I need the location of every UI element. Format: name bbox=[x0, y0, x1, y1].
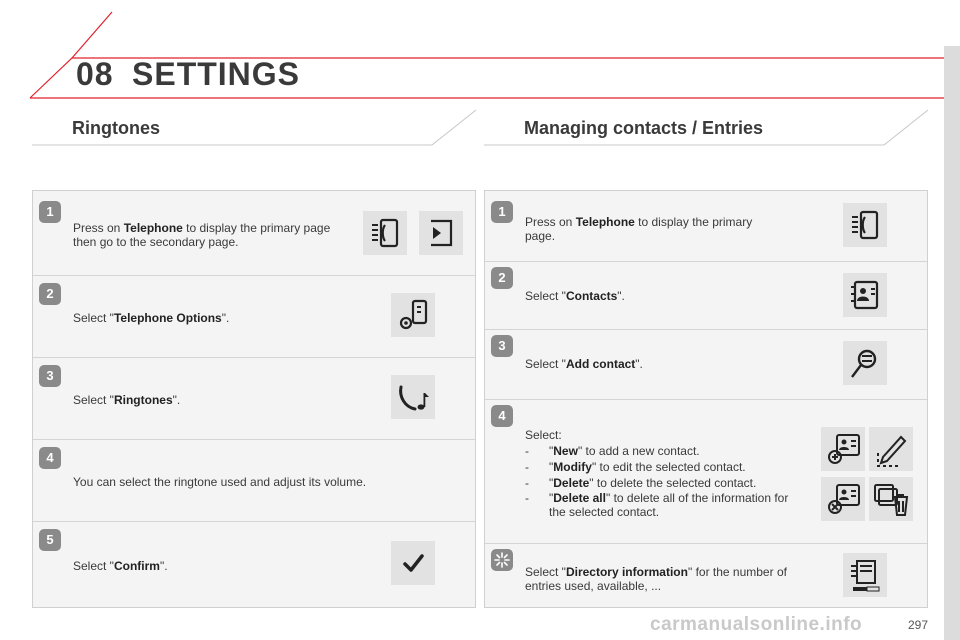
step-badge: 2 bbox=[491, 267, 513, 289]
list-item: - "Modify" to edit the selected contact. bbox=[525, 460, 746, 474]
step-text: Select "Confirm". bbox=[73, 559, 168, 573]
telephone-icon bbox=[843, 203, 887, 247]
modify-contact-icon bbox=[869, 427, 913, 471]
confirm-check-icon bbox=[391, 541, 435, 585]
delete-all-icon bbox=[869, 477, 913, 521]
step-badge: 1 bbox=[491, 201, 513, 223]
section-title: Managing contacts / Entries bbox=[524, 118, 764, 138]
step-row bbox=[33, 439, 475, 522]
delete-contact-icon bbox=[821, 477, 865, 521]
step-badge: 3 bbox=[491, 335, 513, 357]
ringtones-banner bbox=[32, 108, 476, 146]
step-row bbox=[485, 261, 927, 330]
directory-information-icon bbox=[843, 553, 887, 597]
chapter-number: 08 bbox=[76, 56, 114, 92]
step-text: Select "Directory information" for the number of entries used, available, ... bbox=[525, 565, 787, 593]
ringtones-panel bbox=[32, 190, 476, 608]
step-badge: 3 bbox=[39, 365, 61, 387]
contacts-icon bbox=[843, 273, 887, 317]
contacts-panel bbox=[484, 190, 928, 608]
ringtones-icon bbox=[391, 375, 435, 419]
step-row bbox=[485, 191, 927, 262]
step-text: Press on Telephone to display the primary page. bbox=[525, 215, 753, 243]
page-edge-bar bbox=[944, 46, 960, 640]
section-title: Ringtones bbox=[72, 118, 160, 138]
step-badge: 5 bbox=[39, 529, 61, 551]
telephone-icon bbox=[363, 211, 407, 255]
step-text: Select "Ringtones". bbox=[73, 393, 181, 407]
chapter-title: SETTINGS bbox=[132, 56, 301, 92]
step-row bbox=[485, 329, 927, 400]
step-badge: 2 bbox=[39, 283, 61, 305]
step-text: Select "Telephone Options". bbox=[73, 311, 230, 325]
step-row bbox=[485, 543, 927, 607]
step-row bbox=[485, 399, 927, 544]
step-text: You can select the ringtone used and adjust its volume. bbox=[73, 475, 367, 489]
step-text: Select "Add contact". bbox=[525, 357, 643, 371]
step-text: Select: - "New" to add a new contact. - "Modify" to edit the selected contact. - "Delete" to delete the selected contact. - "Delete all" to delete all of the information for the selected contact. bbox=[525, 427, 795, 519]
step-badge: 1 bbox=[39, 201, 61, 223]
step-badge: 4 bbox=[39, 447, 61, 469]
new-contact-icon bbox=[821, 427, 865, 471]
step-row bbox=[33, 191, 475, 276]
secondary-page-icon bbox=[419, 211, 463, 255]
step-row bbox=[33, 275, 475, 358]
page-number: 297 bbox=[908, 618, 929, 632]
list-item: - "Delete" to delete the selected contact. bbox=[525, 476, 757, 490]
contacts-banner bbox=[484, 108, 928, 146]
step-text: Select "Contacts". bbox=[525, 289, 625, 303]
info-badge bbox=[491, 549, 513, 571]
step-text: Press on Telephone to display the primary page then go to the secondary page. bbox=[73, 221, 331, 249]
add-contact-icon bbox=[843, 341, 887, 385]
list-item: - "Delete all" to delete all of the information for the selected contact. bbox=[525, 491, 789, 519]
telephone-options-icon bbox=[391, 293, 435, 337]
step-row bbox=[33, 521, 475, 607]
list-item: - "New" to add a new contact. bbox=[525, 444, 700, 458]
step-badge: 4 bbox=[491, 405, 513, 427]
watermark: carmanualsonline.info bbox=[650, 614, 863, 635]
step-row bbox=[33, 357, 475, 440]
